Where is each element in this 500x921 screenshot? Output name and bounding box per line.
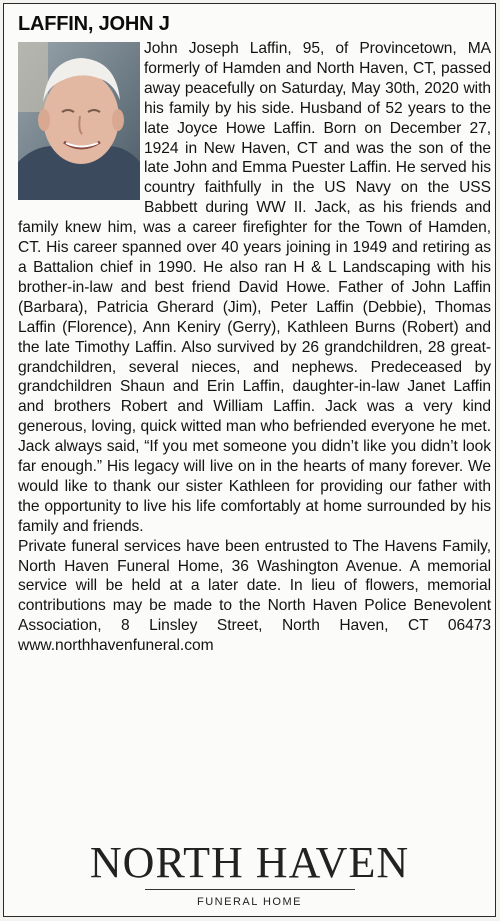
- obituary-paragraph-2: Private funeral services have been entrusted to The Havens Family, North Haven Funeral Home, 36 Washington Avenue. A memorial service will be held at a later date. In lieu of flowers, memorial contributions may be made to the North Haven Police Benevolent Association, 8 Linsley Street, North Haven, CT 06473 www.northhavenfuneral.com: [18, 537, 491, 655]
- obituary-notice: [3, 3, 496, 917]
- funeral-home-logo: [4, 838, 495, 908]
- logo-divider: [145, 889, 355, 890]
- obituary-name: LAFFIN, JOHN J: [18, 13, 170, 35]
- photo-spacer: [18, 39, 144, 199]
- logo-subtitle: FUNERAL HOME: [197, 896, 302, 908]
- logo-main-text: NORTH HAVEN: [89, 838, 410, 887]
- obituary-body: [18, 39, 491, 656]
- obituary-paragraph-1: John Joseph Laffin, 95, of Provincetown, MA formerly of Hamden and North Haven, CT, passed away peacefully on Saturday, May 30th, 2020 with his family by his side. Husband of 52 years to the late Joyce Howe Laffin. Born on December 27, 1924 in New Haven, CT and was the son of the late John and Emma Puester Laffin. He served his country faithfully in the US Navy on the USS Babbett during WW II. Jack, as his friends and family knew him, was a career firefighter for the Town of Hamden, CT. His career spanned over 40 years joining in 1949 and retiring as a Battalion chief in 1990. He also ran H & L Landscaping with his brother-in-law and best friend David Howe. Father of John Laffin (Barbara), Patricia Gherard (Jim), Peter Laffin (Debbie), Thomas Laffin (Florence), Ann Keniry (Gerry), Kathleen Burns (Robert) and the late Timothy Laffin. Also survived by 26 grandchildren, 28 great-grandchildren, several nieces, and nephews. Predeceased by grandchildren Shaun and Erin Laffin, daughter-in-law Janet Laffin and brothers Robert and William Laffin. Jack was a very kind generous, loving, quick witted man who befriended everyone he met. Jack always said, “If you met someone you didn’t like you didn’t look far enough.” His legacy will live on in the hearts of many forever. We would like to thank our sister Kathleen for providing our father with the opportunity to live his life comfortably at home surrounded by his family and friends.: [18, 40, 491, 535]
